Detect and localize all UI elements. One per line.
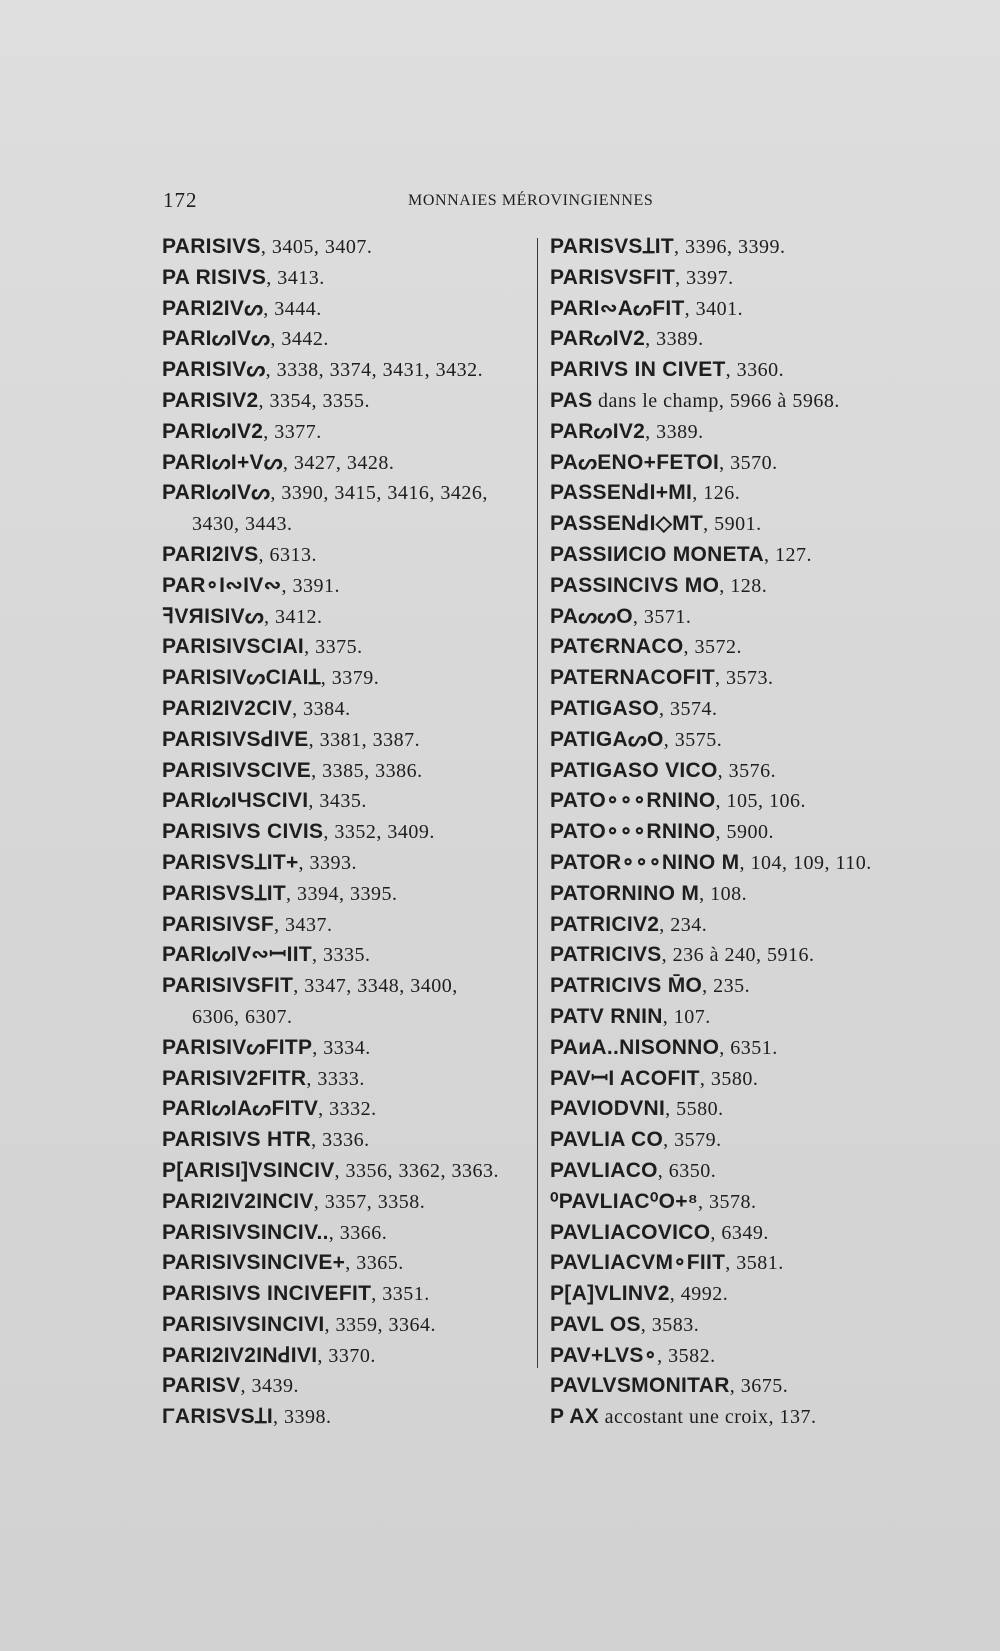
coin-legend: PAV+LVS∘ — [550, 1343, 658, 1367]
index-entry-continuation — [162, 1002, 522, 1033]
catalogue-references: , 4992. — [669, 1283, 729, 1306]
coin-legend: PARIᔕIVᔕ — [162, 327, 271, 351]
index-entry — [162, 1279, 522, 1310]
catalogue-references: , 3354, 3355. — [258, 389, 371, 412]
catalogue-references: , 127. — [763, 543, 812, 566]
column-divider — [537, 238, 538, 1368]
catalogue-references: , 126. — [692, 482, 741, 505]
coin-legend: PARIVS IN CIVET — [550, 358, 726, 382]
coin-legend: P[A]VLINV2 — [550, 1282, 670, 1306]
index-entry — [162, 263, 522, 294]
catalogue-references: , 3401. — [684, 297, 744, 320]
catalogue-references: , 3412. — [264, 605, 323, 628]
index-entry — [162, 355, 522, 386]
coin-legend: PAᴎA..NISONNO — [550, 1035, 720, 1059]
index-entry — [550, 817, 940, 848]
index-entry — [550, 1248, 940, 1279]
catalogue-references: , 3572. — [683, 636, 743, 659]
index-entry — [550, 786, 940, 817]
index-entry — [550, 663, 940, 694]
index-entry — [550, 324, 940, 355]
catalogue-references: , 3427, 3428. — [282, 451, 395, 474]
index-entry — [162, 386, 522, 417]
coin-legend: PARISIVSINCIVI — [162, 1312, 325, 1336]
coin-legend: PARI∾AᔕFIT — [550, 296, 685, 320]
index-entry — [550, 1156, 940, 1187]
catalogue-references: , 3570. — [719, 451, 778, 474]
coin-legend: PARISVSFIT — [550, 265, 676, 289]
index-entry — [162, 940, 522, 971]
catalogue-references: , 3573. — [714, 667, 774, 690]
coin-legend: PAR∘I∾IV∾ — [162, 573, 282, 597]
catalogue-references: , 3389. — [645, 328, 704, 351]
catalogue-references: , 5900. — [715, 821, 775, 844]
index-entry — [550, 1094, 940, 1125]
coin-legend: PARISIVSINCIV.. — [162, 1220, 329, 1244]
catalogue-references: , 3575. — [663, 728, 723, 751]
catalogue-references: , 104, 109, 110. — [739, 851, 872, 874]
catalogue-references: , 128. — [719, 574, 768, 597]
index-entry — [550, 232, 940, 263]
coin-legend: PARISIV2 — [162, 388, 259, 412]
index-entry — [162, 1156, 522, 1187]
catalogue-references: , 3397. — [675, 266, 734, 289]
coin-legend: ⁰PAVLIAC⁰O+⁸ — [550, 1189, 699, 1213]
catalogue-references: , 3579. — [663, 1129, 722, 1152]
coin-legend: PAVLIA CO — [550, 1128, 664, 1152]
coin-legend: PARISIVSCIVE — [162, 758, 312, 782]
catalogue-references: , 3381, 3387. — [308, 728, 421, 751]
catalogue-references: , 105, 106. — [715, 790, 807, 813]
coin-legend: PARI2IV2INCIV — [162, 1189, 314, 1213]
coin-legend: PARISIVS INCIVEFIT — [162, 1282, 372, 1306]
catalogue-references: , 3338, 3374, 3431, 3432. — [265, 359, 484, 382]
index-entry — [550, 1125, 940, 1156]
index-entry — [162, 448, 522, 479]
catalogue-references: , 3405, 3407. — [260, 236, 373, 258]
index-entry — [162, 1033, 522, 1064]
index-entry — [550, 725, 940, 756]
index-entry — [162, 910, 522, 941]
coin-legend: PAVꟷI ACOFIT — [550, 1066, 700, 1090]
coin-legend: PARISVSꞱIT+ — [162, 850, 299, 874]
coin-legend: PARI2IVS — [162, 542, 259, 566]
coin-legend: PATRICIVS — [550, 943, 662, 967]
index-entry — [550, 478, 940, 509]
index-entry — [550, 263, 940, 294]
catalogue-references: , 3394, 3395. — [285, 882, 398, 905]
catalogue-references: , 3582. — [657, 1344, 716, 1367]
index-entry — [550, 1064, 940, 1095]
coin-legend: PARISIVᔕFITP — [162, 1035, 313, 1059]
coin-legend: PARISIVᔕCIAIꞱ — [162, 666, 321, 690]
coin-legend: PARIᔕIV2 — [162, 419, 264, 443]
catalogue-references: , 3439. — [240, 1375, 299, 1398]
catalogue-references: , 3347, 3348, 3400, — [293, 975, 458, 998]
catalogue-references: , 3444. — [263, 297, 322, 320]
coin-legend: ꟻVЯISIVᔕ — [162, 604, 264, 628]
coin-legend: PATIGASO — [550, 696, 659, 720]
index-entry — [162, 694, 522, 725]
coin-legend: PAVLIACOVICO — [550, 1220, 711, 1244]
index-entry — [550, 940, 940, 971]
index-entry — [550, 417, 940, 448]
catalogue-references: , 3583. — [640, 1313, 700, 1336]
catalogue-references: , 6349. — [710, 1221, 769, 1244]
catalogue-references: , 3366. — [328, 1221, 388, 1244]
index-entry — [550, 910, 940, 941]
coin-legend: PATORNINO M — [550, 881, 700, 905]
index-entry — [550, 602, 940, 633]
index-entry — [162, 1094, 522, 1125]
coin-legend: PARᔕIV2 — [550, 327, 646, 351]
catalogue-references: , 3581. — [725, 1252, 784, 1275]
catalogue-references: , 3437. — [274, 913, 333, 936]
catalogue-references: accostant une croix, 137. — [599, 1406, 817, 1429]
coin-legend: PA RISIVS — [162, 265, 267, 289]
catalogue-references: , 3580. — [699, 1067, 759, 1090]
catalogue-references: , 3356, 3362, 3363. — [334, 1159, 500, 1182]
index-entry — [550, 571, 940, 602]
coin-legend: PARI2IV2INꓒIVI — [162, 1343, 318, 1367]
index-entry — [162, 786, 522, 817]
index-entry — [550, 1402, 940, 1433]
coin-legend: PATO∘∘∘RNINO — [550, 789, 716, 813]
coin-legend: PARIᔕIAᔕFITV — [162, 1097, 319, 1121]
coin-legend: PARISVSꞱIT — [162, 881, 286, 905]
coin-legend: PATERNACOFIT — [550, 666, 715, 690]
catalogue-references: , 3391. — [281, 574, 340, 597]
index-entry — [162, 971, 522, 1002]
index-entry — [162, 1310, 522, 1341]
index-entry — [162, 879, 522, 910]
coin-legend: PARI2IVᔕ — [162, 296, 264, 320]
catalogue-references: , 3398. — [273, 1406, 332, 1429]
catalogue-references: , 3574. — [658, 697, 718, 720]
catalogue-references: , 3442. — [270, 328, 329, 351]
index-entry — [162, 1125, 522, 1156]
coin-legend: PAVLVSMONITAR — [550, 1374, 730, 1398]
coin-legend: PARISV — [162, 1374, 241, 1398]
left-column — [162, 232, 522, 1433]
coin-legend: PARIᔕIVᔕ — [162, 481, 271, 505]
right-column — [550, 232, 940, 1433]
catalogue-references: , 6313. — [258, 543, 318, 566]
index-entry — [550, 1279, 940, 1310]
coin-legend: PASSINCIVS MO — [550, 573, 720, 597]
coin-legend: PARISIVᔕ — [162, 358, 266, 382]
coin-legend: PARISIVS HTR — [162, 1128, 312, 1152]
coin-legend: PAVLIACVM∘FIIT — [550, 1251, 726, 1275]
catalogue-references: , 234. — [659, 913, 708, 936]
coin-legend: PAS — [550, 388, 593, 412]
catalogue-references: , 3375. — [304, 636, 363, 659]
coin-legend: PARISIVSF — [162, 912, 274, 936]
catalogue-references: , 3370. — [317, 1344, 376, 1367]
index-entry — [550, 294, 940, 325]
index-entry — [550, 540, 940, 571]
catalogue-references: , 3359, 3364. — [324, 1313, 437, 1336]
coin-legend: PARᔕIV2 — [550, 419, 646, 443]
coin-legend: PARIᔕIV∾ꟷIIT — [162, 943, 312, 967]
catalogue-references: , 3413. — [266, 266, 325, 289]
index-entry — [162, 1218, 522, 1249]
coin-legend: PARISIVS CIVIS — [162, 820, 324, 844]
coin-legend: PASSENꓒI◇MT — [550, 512, 704, 536]
index-entry — [550, 1218, 940, 1249]
catalogue-references: , 3396, 3399. — [673, 236, 786, 258]
catalogue-references: , 3675. — [729, 1375, 789, 1398]
catalogue-references: 6306, 6307. — [192, 1005, 293, 1028]
index-entry — [162, 1248, 522, 1279]
index-entry — [550, 1002, 940, 1033]
coin-legend: PARISIVSINCIVE+ — [162, 1251, 346, 1275]
catalogue-references: , 3357, 3358. — [313, 1190, 426, 1213]
index-entry — [162, 478, 522, 509]
catalogue-references: , 3377. — [263, 420, 322, 443]
index-entry — [550, 509, 940, 540]
catalogue-references: , 3389. — [645, 420, 704, 443]
index-entry — [550, 632, 940, 663]
index-entry — [550, 756, 940, 787]
index-entry-continuation — [162, 509, 522, 540]
catalogue-references: , 3379. — [320, 667, 380, 690]
catalogue-references: , 3390, 3415, 3416, 3426, — [270, 482, 488, 505]
coin-legend: PATIGASO VICO — [550, 758, 718, 782]
catalogue-references: , 3333. — [306, 1067, 365, 1090]
catalogue-references: , 5580. — [665, 1098, 724, 1121]
index-entry — [162, 417, 522, 448]
index-entry — [550, 879, 940, 910]
catalogue-references: , 3334. — [312, 1036, 371, 1059]
index-entry — [162, 1064, 522, 1095]
catalogue-references: , 3571. — [632, 605, 692, 628]
catalogue-references: , 108. — [699, 882, 748, 905]
coin-legend: PARISIVSCIAI — [162, 635, 305, 659]
catalogue-references: , 3393. — [298, 851, 358, 874]
coin-legend: PATRICIV2 — [550, 912, 660, 936]
coin-legend: PARI2IV2CIV — [162, 696, 293, 720]
index-entry — [550, 1310, 940, 1341]
catalogue-references: , 3336. — [311, 1129, 370, 1152]
index-entry — [162, 1371, 522, 1402]
coin-legend: ΓARISVSꞱI — [162, 1405, 274, 1429]
catalogue-references: , 3384. — [292, 697, 351, 720]
coin-legend: PATRICIVS M̄O — [550, 974, 703, 998]
coin-legend: PAVL OS — [550, 1312, 641, 1336]
coin-legend: PASSIИCIO MONETA — [550, 542, 764, 566]
catalogue-references: , 3335. — [311, 944, 371, 967]
index-entry — [550, 448, 940, 479]
coin-legend: PAᔕᔕO — [550, 604, 633, 628]
index-entry — [162, 817, 522, 848]
catalogue-references: , 3576. — [717, 759, 777, 782]
index-entry — [162, 756, 522, 787]
coin-legend: PATV RNIN — [550, 1004, 663, 1028]
index-entry — [162, 1341, 522, 1372]
coin-legend: PARISIV2FITR — [162, 1066, 307, 1090]
index-entry — [162, 232, 522, 263]
coin-legend: PARIᔕIЧSCIVI — [162, 789, 309, 813]
index-entry — [550, 1371, 940, 1402]
index-entry — [162, 540, 522, 571]
catalogue-references: , 3332. — [318, 1098, 377, 1121]
index-entry — [162, 324, 522, 355]
coin-legend: PARISVSꞱIT — [550, 235, 674, 258]
catalogue-references: , 5901. — [703, 513, 762, 536]
coin-legend: PARISIVS — [162, 235, 261, 258]
index-entry — [162, 571, 522, 602]
coin-legend: PAVLIACO — [550, 1158, 658, 1182]
coin-legend: PARISIVSFIT — [162, 974, 294, 998]
catalogue-references: , 3578. — [698, 1190, 757, 1213]
page-number: 172 — [163, 188, 198, 212]
coin-legend: PARISIVSꓒIVE — [162, 727, 309, 751]
coin-legend: P AX — [550, 1405, 600, 1429]
running-title: MONNAIES MÉROVINGIENNES — [408, 192, 654, 209]
index-entry — [162, 294, 522, 325]
index-entry — [162, 848, 522, 879]
coin-legend: PATOR∘∘∘NINO M — [550, 850, 740, 874]
index-entry — [162, 1187, 522, 1218]
index-entry — [550, 355, 940, 386]
catalogue-references: dans le champ, 5966 à 5968. — [592, 389, 840, 412]
catalogue-references: , 3385, 3386. — [311, 759, 423, 782]
catalogue-references: , 3351. — [371, 1283, 430, 1306]
index-entry — [550, 1187, 940, 1218]
coin-legend: PATO∘∘∘RNINO — [550, 820, 716, 844]
index-entry — [550, 1341, 940, 1372]
index-entry — [162, 725, 522, 756]
coin-legend: PAᔕENO+FETOI — [550, 450, 720, 474]
index-entry — [162, 602, 522, 633]
index-entry — [550, 971, 940, 1002]
catalogue-references: , 6350. — [657, 1159, 717, 1182]
index-entry — [550, 694, 940, 725]
catalogue-references: , 107. — [662, 1005, 711, 1028]
catalogue-references: , 3435. — [308, 790, 367, 813]
catalogue-references: , 3365. — [345, 1252, 404, 1275]
catalogue-references: , 3352, 3409. — [323, 821, 435, 844]
catalogue-references: , 6351. — [719, 1036, 778, 1059]
coin-legend: PASSENꓒI+MI — [550, 481, 693, 505]
coin-legend: PATЄRNACO — [550, 635, 684, 659]
index-entry — [550, 1033, 940, 1064]
coin-legend: P[ARISI]VSINCIV — [162, 1158, 335, 1182]
catalogue-references: , 236 à 240, 5916. — [661, 944, 815, 967]
index-entry — [162, 632, 522, 663]
index-entry — [162, 663, 522, 694]
coin-legend: PAVIODVNI — [550, 1097, 666, 1121]
index-entry — [162, 1402, 522, 1433]
catalogue-references: , 235. — [702, 975, 751, 998]
coin-legend: PARIᔕI+Vᔕ — [162, 450, 283, 474]
coin-legend: PATIGAᔕO — [550, 727, 664, 751]
index-entry — [550, 386, 940, 417]
catalogue-references: 3430, 3443. — [192, 513, 293, 536]
index-entry — [550, 848, 940, 879]
catalogue-references: , 3360. — [725, 359, 785, 382]
